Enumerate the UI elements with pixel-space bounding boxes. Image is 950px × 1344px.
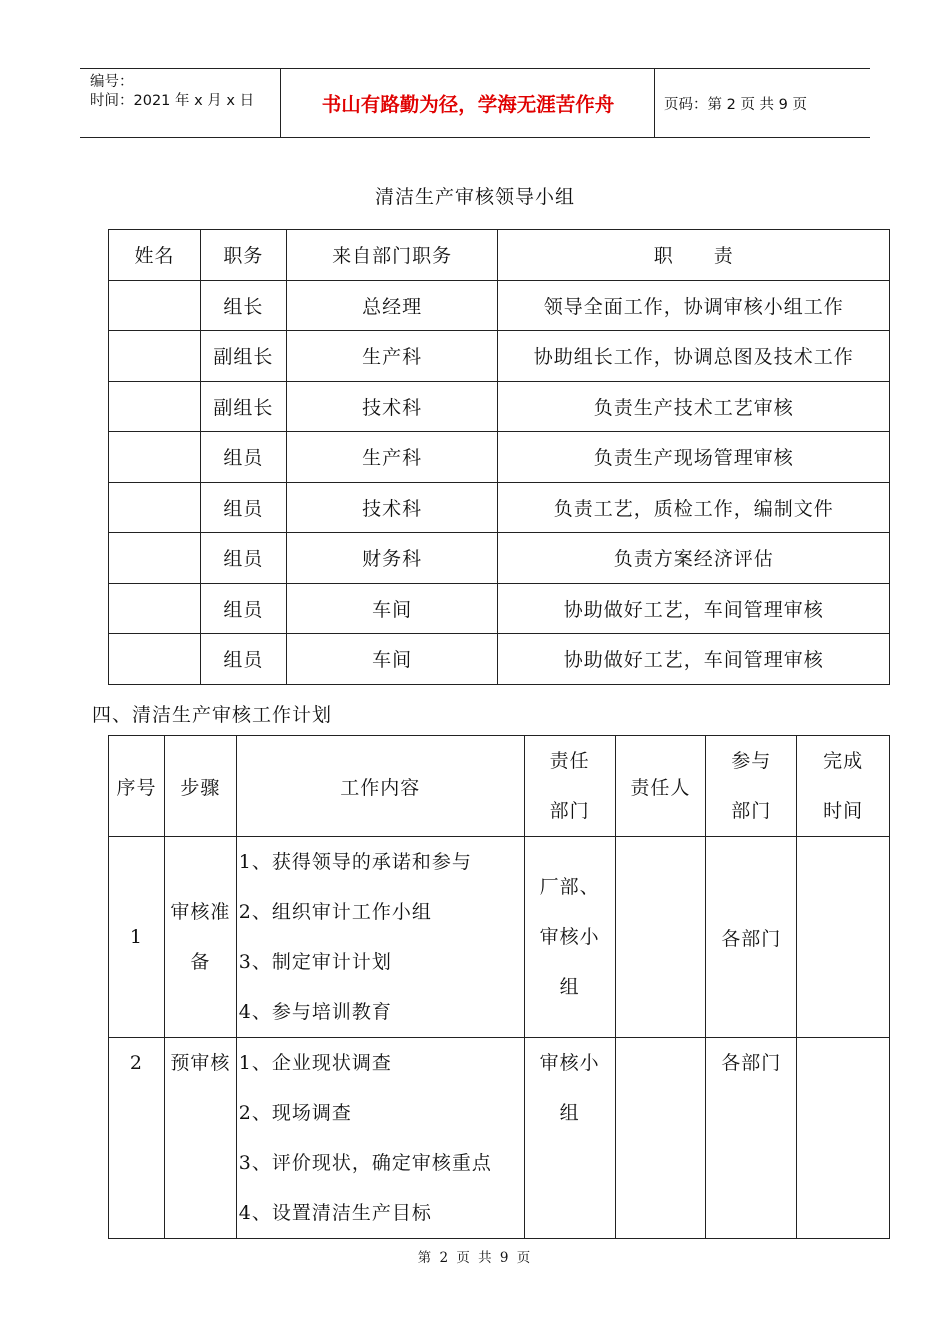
cell-name xyxy=(109,331,201,382)
cell-duty: 协助做好工艺，车间管理审核 xyxy=(498,634,890,685)
list-item: 3、评价现状，确定审核重点 xyxy=(238,1152,492,1174)
header-page-info: 页码：第 2 页 共 9 页 xyxy=(664,96,807,113)
header-content: 工作内容 xyxy=(236,736,524,837)
audit-plan-table xyxy=(108,735,890,1239)
document-title: 清洁生产审核领导小组 xyxy=(374,186,575,208)
cell-seq: 1 xyxy=(109,837,165,1038)
cell-duty: 协助组长工作，协调总图及技术工作 xyxy=(498,331,890,382)
cell-seq: 2 xyxy=(109,1038,165,1239)
table-row xyxy=(109,1038,890,1239)
cell-resp-person xyxy=(615,1038,706,1239)
list-item: 2、组织审计工作小组 xyxy=(238,901,432,923)
list-item: 3、制定审计计划 xyxy=(238,951,392,973)
header-finish: 完成 时间 xyxy=(797,736,890,837)
cell-items xyxy=(236,1038,524,1239)
cell-resp-person xyxy=(615,837,706,1038)
cell-duty: 负责生产现场管理审核 xyxy=(498,432,890,483)
section-heading: 四、清洁生产审核工作计划 xyxy=(92,704,333,726)
cell-resp-dept: 厂部、 审核小 组 xyxy=(524,837,615,1038)
cell-role: 组员 xyxy=(200,432,286,483)
page-footer: 第 2 页 共 9 页 xyxy=(417,1250,533,1266)
cell-duty: 领导全面工作，协调审核小组工作 xyxy=(498,280,890,331)
list-item: 4、设置清洁生产目标 xyxy=(238,1202,432,1224)
table-row xyxy=(109,432,890,483)
cell-dept: 生产科 xyxy=(286,331,498,382)
table-row xyxy=(109,634,890,685)
list-item: 1、企业现状调查 xyxy=(238,1052,392,1074)
cell-role: 副组长 xyxy=(200,381,286,432)
cell-name xyxy=(109,482,201,533)
table-header-row xyxy=(109,230,890,281)
cell-role: 组长 xyxy=(200,280,286,331)
cell-dept: 生产科 xyxy=(286,432,498,483)
leadership-table xyxy=(108,229,890,685)
cell-name xyxy=(109,634,201,685)
list-item: 2、现场调查 xyxy=(238,1102,352,1124)
cell-finish xyxy=(797,837,890,1038)
table-row xyxy=(109,533,890,584)
cell-role: 组员 xyxy=(200,634,286,685)
table-row xyxy=(109,331,890,382)
cell-dept: 技术科 xyxy=(286,482,498,533)
header-number-label: 编号： xyxy=(90,74,134,90)
cell-participate: 各部门 xyxy=(706,837,797,1038)
table-row xyxy=(109,837,890,1038)
cell-name xyxy=(109,280,201,331)
table-row xyxy=(109,482,890,533)
cell-dept: 总经理 xyxy=(286,280,498,331)
header-meta xyxy=(80,69,281,137)
header-duty: 职 责 xyxy=(498,230,890,281)
cell-name xyxy=(109,381,201,432)
cell-duty: 负责工艺，质检工作，编制文件 xyxy=(498,482,890,533)
table-row xyxy=(109,280,890,331)
cell-role: 组员 xyxy=(200,533,286,584)
cell-step: 预审核 xyxy=(164,1038,236,1239)
cell-resp-dept: 审核小 组 xyxy=(524,1038,615,1239)
list-item: 1、获得领导的承诺和参与 xyxy=(238,851,472,873)
cell-role: 组员 xyxy=(200,583,286,634)
cell-name xyxy=(109,432,201,483)
table-header-row xyxy=(109,736,890,837)
cell-dept: 车间 xyxy=(286,634,498,685)
cell-dept: 财务科 xyxy=(286,533,498,584)
cell-role: 副组长 xyxy=(200,331,286,382)
cell-dept: 车间 xyxy=(286,583,498,634)
header-resp-person: 责任人 xyxy=(615,736,706,837)
header-seq: 序号 xyxy=(109,736,165,837)
header-role: 职务 xyxy=(200,230,286,281)
cell-participate: 各部门 xyxy=(706,1038,797,1239)
cell-name xyxy=(109,533,201,584)
header-step: 步骤 xyxy=(164,736,236,837)
cell-role: 组员 xyxy=(200,482,286,533)
cell-dept: 技术科 xyxy=(286,381,498,432)
header-participate: 参与 部门 xyxy=(706,736,797,837)
header-name: 姓名 xyxy=(109,230,201,281)
table-row xyxy=(109,583,890,634)
cell-duty: 协助做好工艺，车间管理审核 xyxy=(498,583,890,634)
cell-name xyxy=(109,583,201,634)
list-item: 4、参与培训教育 xyxy=(238,1001,392,1023)
page-header xyxy=(80,68,870,138)
cell-finish xyxy=(797,1038,890,1239)
cell-step: 审核准 备 xyxy=(164,837,236,1038)
cell-items xyxy=(236,837,524,1038)
table-row xyxy=(109,381,890,432)
header-motto: 书山有路勤为径，学海无涯苦作舟 xyxy=(282,69,655,137)
cell-duty: 负责方案经济评估 xyxy=(498,533,890,584)
header-dept: 来自部门职务 xyxy=(286,230,498,281)
header-time-label: 时间：2021 年 x 月 x 日 xyxy=(90,93,255,109)
header-resp-dept: 责任 部门 xyxy=(524,736,615,837)
cell-duty: 负责生产技术工艺审核 xyxy=(498,381,890,432)
